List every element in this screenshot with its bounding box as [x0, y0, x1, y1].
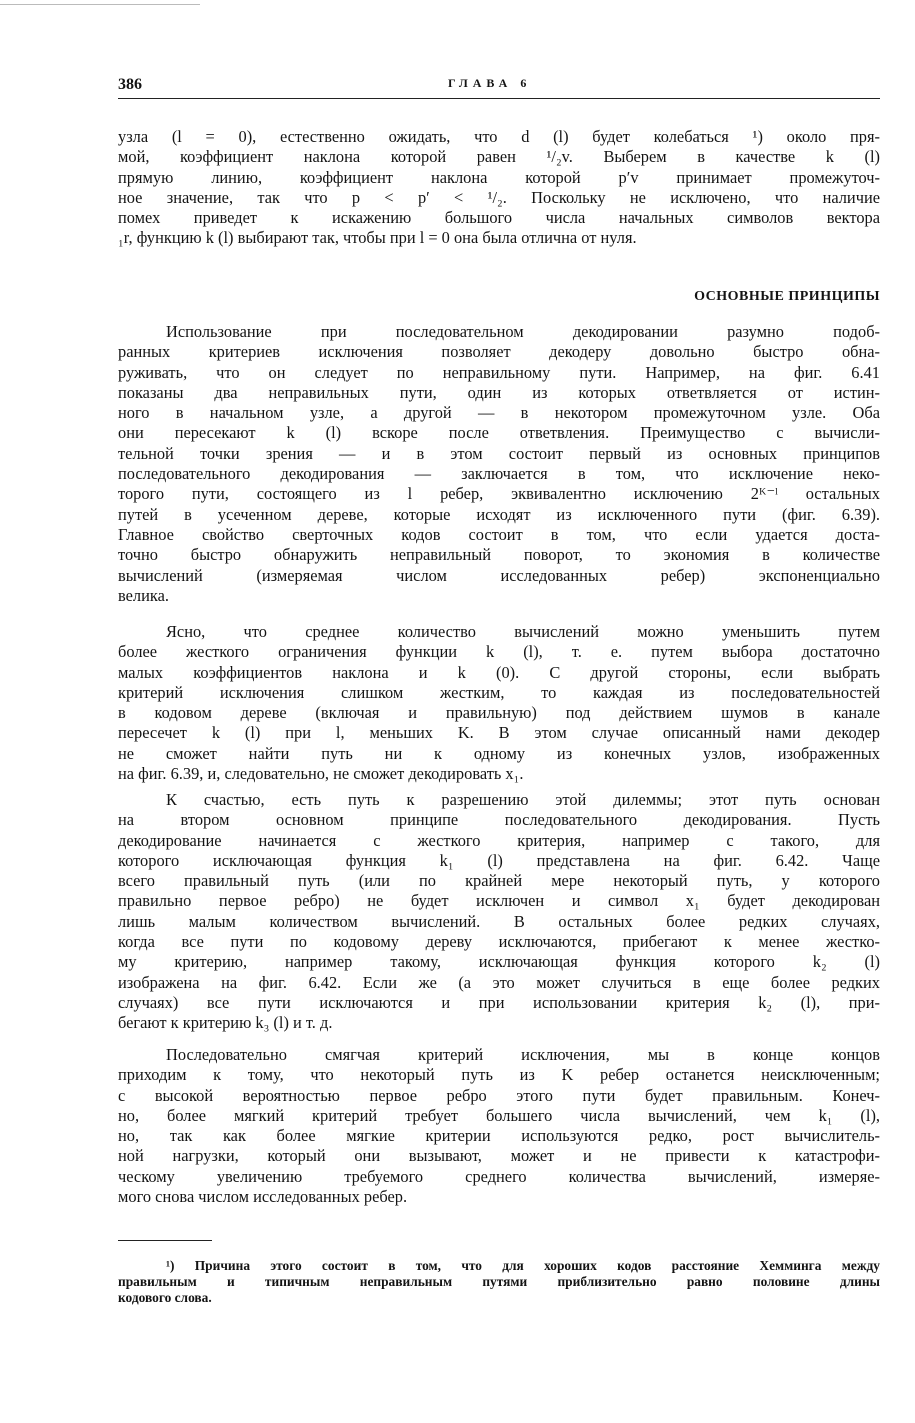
text-line: ной нагрузки, который они вызывают, может и не привести к катастрофи- [118, 1146, 880, 1166]
text-line: вычислений (измеряемая числом исследованных ребер) экспоненциально [118, 565, 880, 585]
text-line: Главное свойство сверточных кодов состоит в том, что если удается доста- [118, 524, 880, 544]
scan-edge-line [0, 4, 200, 5]
text-line: Использование при последовательном декодировании разумно подоб- [166, 322, 880, 341]
text-line: но, более мягкий критерий требует большего числа вычислений, чем k₁ (l), [118, 1105, 880, 1125]
text-line: мого снова числом исследованных ребер. [118, 1187, 408, 1207]
text-line: му критерию, например такому, исключающая функция которого k₂ (l) [118, 952, 880, 972]
text-line: ₁r, функцию k (l) выбирают так, чтобы при l = 0 она была отлична от нуля. [118, 228, 637, 248]
text-line: которого исключающая функция k₁ (l) представлена на фиг. 6.42. Чаще [118, 850, 880, 870]
text-line: приходим к тому, что некоторый путь из K ребер останется неисключенным; [118, 1065, 880, 1085]
text-line: бегают к критерию k₃ (l) и т. д. [118, 1013, 333, 1033]
text-line: ческому увеличению требуемого среднего количества вычислений, измеряе- [118, 1166, 880, 1186]
text-line: Последовательно смягчая критерий исключения, мы в конце концов [166, 1045, 880, 1064]
page-number: 386 [118, 76, 142, 93]
header-rule [118, 98, 880, 99]
paragraph-4 [118, 790, 880, 1034]
text-line: велика. [118, 585, 169, 605]
text-line: ранных критериев исключения позволяет декодеру довольно быстро обна- [118, 342, 880, 362]
text-line: правильно первое ребро) не будет исключен и символ x₁ будет декодирован [118, 891, 880, 911]
footnote-line: ¹) Причина этого состоит в том, что для хороших кодов расстояние Хемминга между [166, 1258, 880, 1273]
text-line: прямую линию, коэффициент наклона которой p′v принимает промежуточ- [118, 167, 880, 187]
text-line: малых коэффициентов наклона и k (0). С другой стороны, если выбрать [118, 662, 880, 682]
text-line: критерий исключения слишком жестким, то каждая из последовательностей [118, 682, 880, 702]
footnote-line: кодового слова. [118, 1290, 212, 1305]
text-line: более жесткого ограничения функции k (l), т. е. путем выбора достаточно [118, 642, 880, 662]
paragraph-3 [118, 622, 880, 784]
text-line: торого пути, состоящего из l ребер, эквивалентно исключению 2ᴷ⁻ˡ остальных [118, 484, 880, 504]
text-line: с высокой вероятностью первое ребро этого пути будет правильным. Конеч- [118, 1085, 880, 1105]
text-line: они пересекают k (l) вскоре после ответвления. Преимущество с вычисли- [118, 423, 880, 443]
text-line: Ясно, что среднее количество вычислений можно уменьшить путем [166, 622, 880, 641]
text-line: изображена на фиг. 6.42. Если же (а это может случиться в еще более редких [118, 972, 880, 992]
paragraph-1 [118, 127, 880, 249]
text-line: ного в начальном узле, а другой — в некотором промежуточном узле. Оба [118, 403, 880, 423]
text-line: всего правильный путь (или по крайней мере некоторый путь, у которого [118, 871, 880, 891]
text-line: но, так как более мягкие критерии используются редко, рост вычислитель- [118, 1126, 880, 1146]
text-line: руживать, что он следует по неправильному пути. Например, на фиг. 6.41 [118, 362, 880, 382]
text-line: путей в усеченном дереве, которые исходят из исключенного пути (фиг. 6.39). [118, 504, 880, 524]
text-line: последовательного декодирования — заключается в том, что исключение неко- [118, 464, 880, 484]
text-line: пересечет k (l) при l, меньших K. В этом случае описанный нами декодер [118, 723, 880, 743]
text-line: помех приведет к искажению большого числа начальных символов вектора [118, 208, 880, 228]
running-header [118, 76, 880, 96]
section-heading: ОСНОВНЫЕ ПРИНЦИПЫ [694, 289, 880, 304]
text-line: лишь малым количеством вычислений. В остальных более редких случаях, [118, 911, 880, 931]
text-line: в кодовом дереве (включая и правильную) под действием шумов в канале [118, 703, 880, 723]
text-line: показаны два неправильных пути, один из которых ответвляется от истин- [118, 382, 880, 402]
paragraph-2 [118, 322, 880, 606]
text-line: не сможет найти путь ни к одному из конечных узлов, изображенных [118, 743, 880, 763]
text-line: К счастью, есть путь к разрешению этой дилеммы; этот путь основан [166, 790, 880, 809]
text-line: узла (l = 0), естественно ожидать, что d (l) будет колебаться ¹) около пря- [118, 127, 880, 146]
text-line: ное значение, так что p < p′ < ¹/₂. Поскольку не исключено, что наличие [118, 187, 880, 207]
text-line: на фиг. 6.39, и, следовательно, не сможет декодировать x₁. [118, 764, 524, 784]
text-line: когда все пути по кодовому дереву исключаются, прибегают к менее жестко- [118, 932, 880, 952]
text-line: декодирование начинается с жесткого критерия, например с такого, для [118, 830, 880, 850]
text-line: точно быстро обнаружить неправильный поворот, то экономия в количестве [118, 545, 880, 565]
paragraph-5 [118, 1045, 880, 1207]
text-line: случаях) все пути исключаются и при использовании критерия k₂ (l), при- [118, 992, 880, 1012]
chapter-title: ГЛАВА 6 [448, 76, 532, 90]
footnote [118, 1258, 880, 1306]
text-line: тельной точки зрения — и в этом состоит первый из основных принципов [118, 443, 880, 463]
footnote-rule [118, 1240, 212, 1241]
footnote-line: правильным и типичным неправильным путями приблизительно равно половине длины [118, 1274, 880, 1289]
text-line: на втором основном принципе последовательного декодирования. Пусть [118, 810, 880, 830]
text-line: мой, коэффициент наклона которой равен ¹/₂v. Выберем в качестве k (l) [118, 147, 880, 167]
